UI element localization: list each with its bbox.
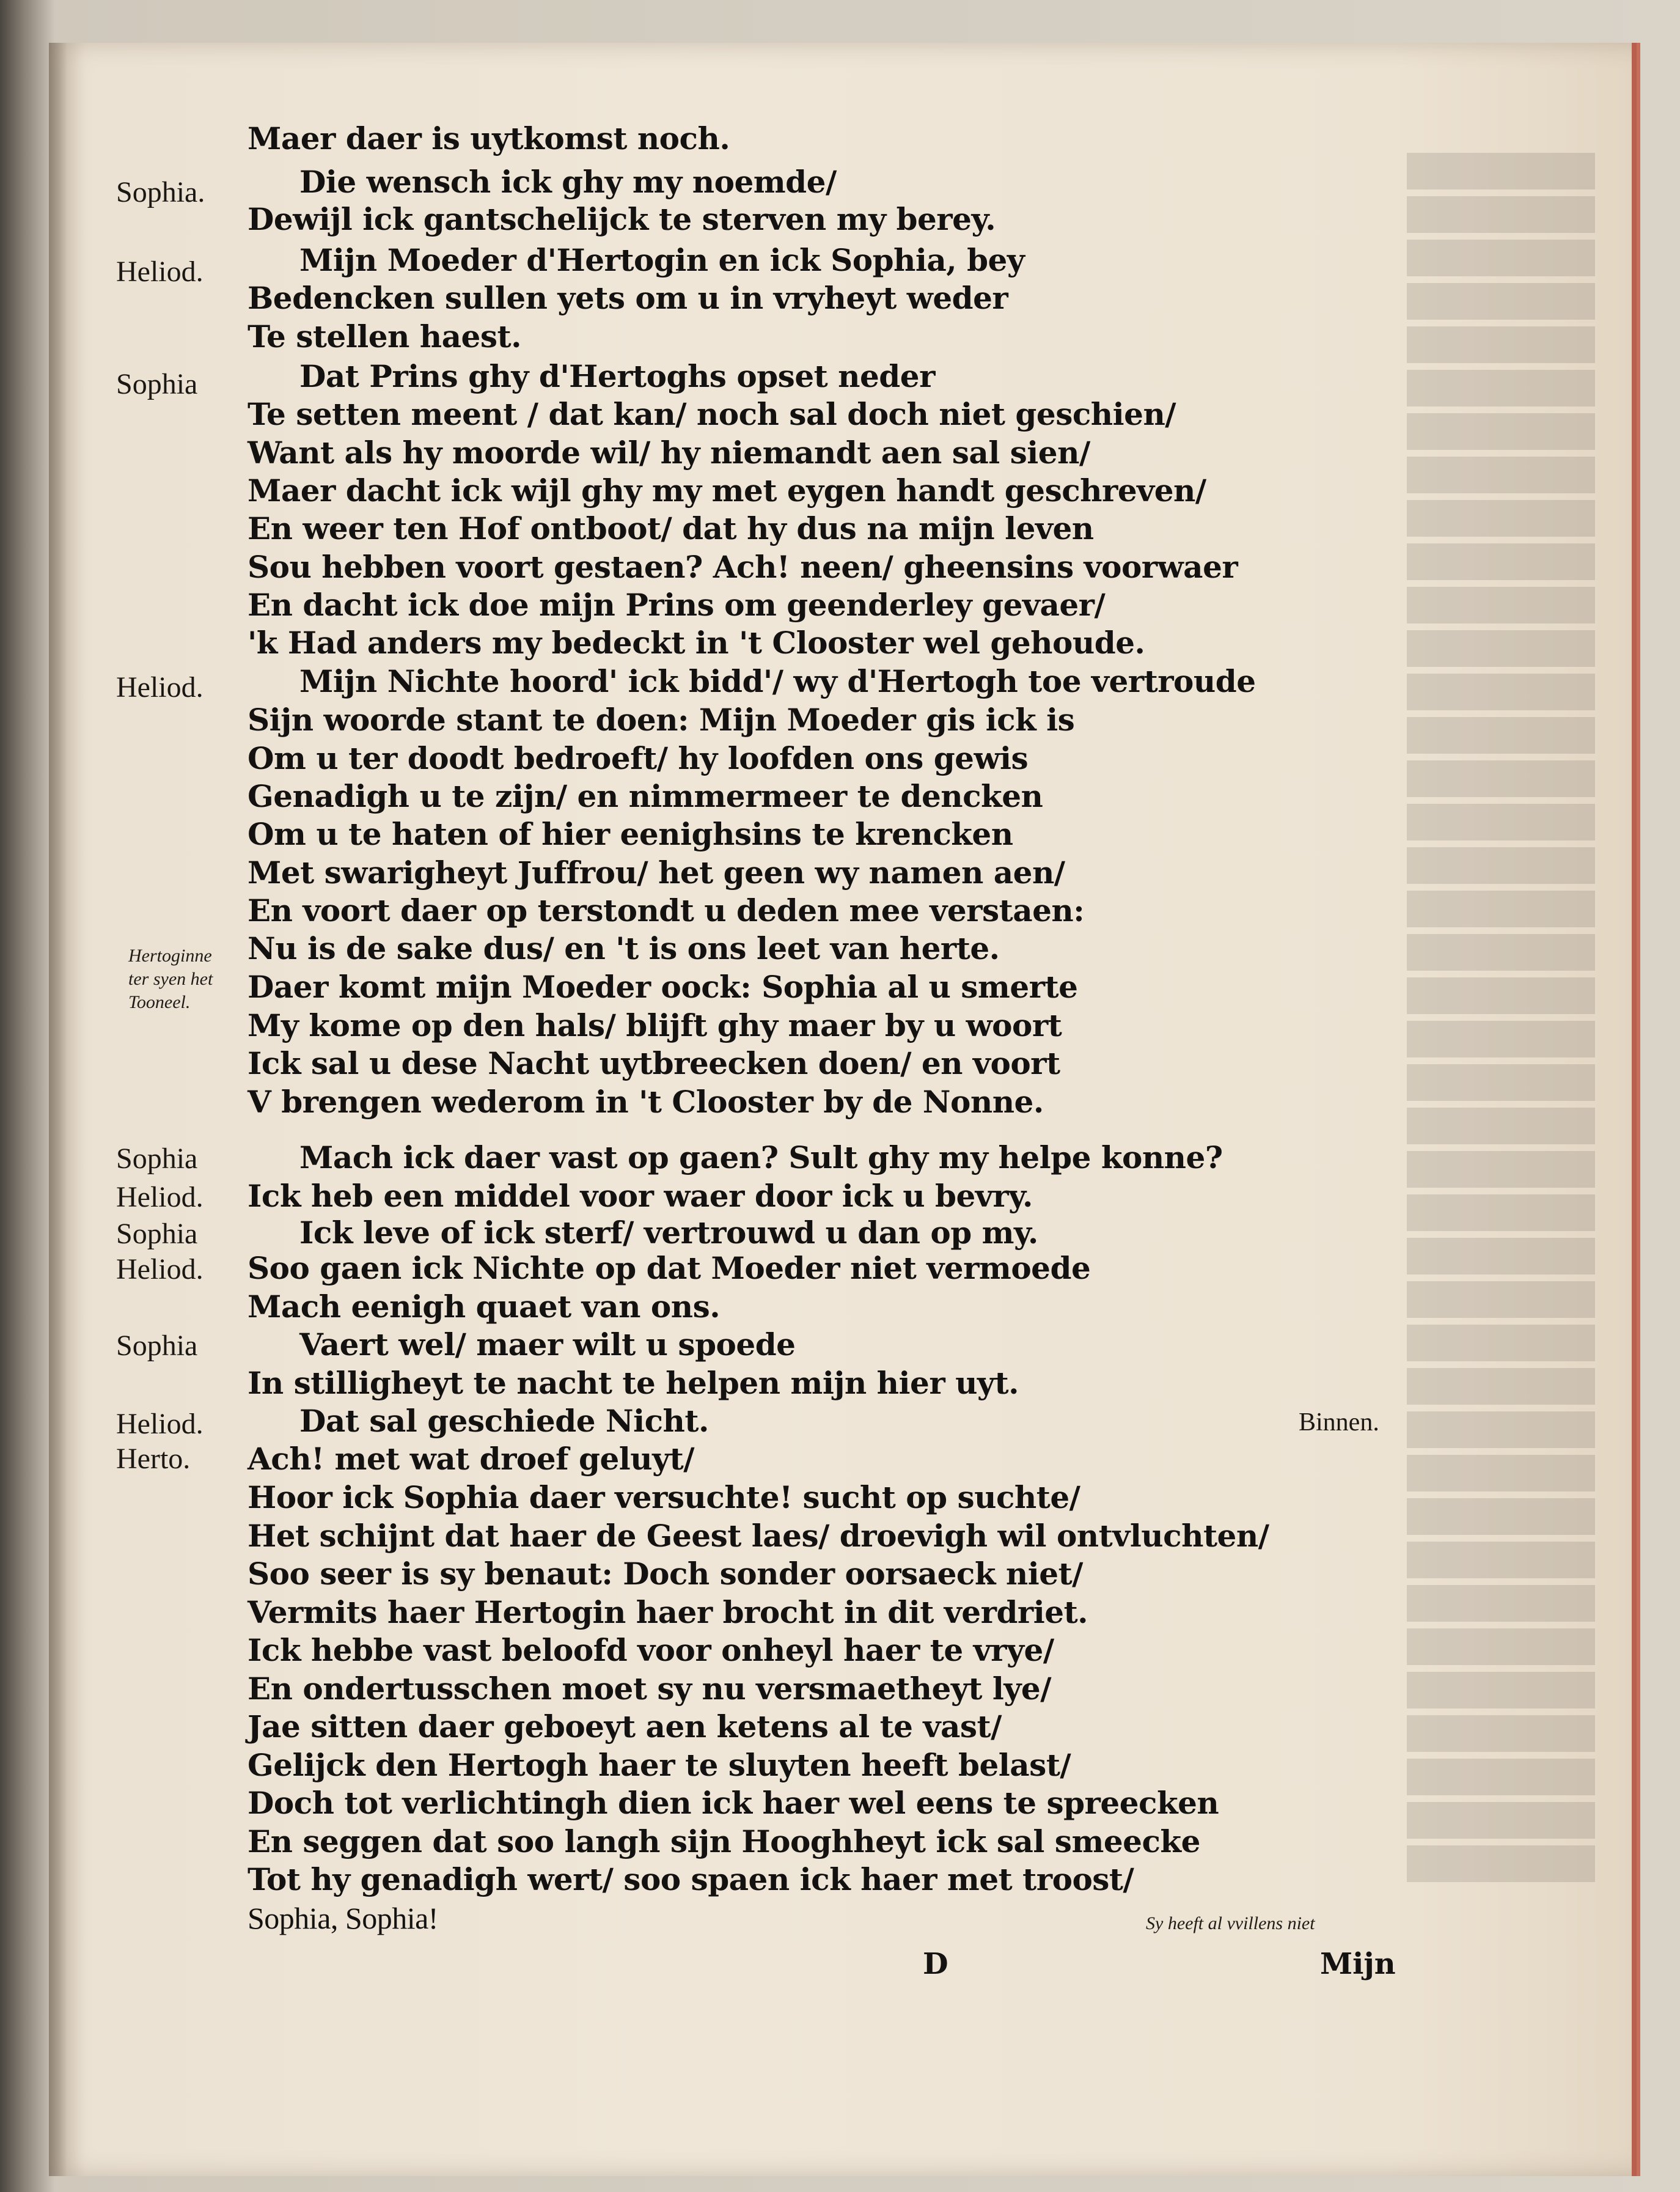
verse-line: V brengen wederom in 't Clooster by de Nonne. [248,1084,1044,1120]
verse-line: Mijn Nichte hoord' ick bidd'/ wy d'Hertogh toe vertroude [299,663,1256,699]
verse-line: Dat Prins ghy d'Hertoghs opset neder [299,358,935,394]
verse-line: Ick leve of ick sterf/ vertrouwd u dan op my. [299,1215,1038,1251]
verse-line: Gelijck den Hertogh haer te sluyten heeft belast/ [248,1747,1071,1783]
verse-line: Hoor ick Sophia daer versuchte! sucht op suchte/ [248,1479,1080,1515]
verse-line: Met swarigheyt Juffrou/ het geen wy namen aen/ [248,855,1065,891]
verse-line: Mach ick daer vast op gaen? Sult ghy my helpe konne? [299,1139,1223,1175]
speaker-label: Sophia [116,1330,198,1362]
verse-line: Sou hebben voort gestaen? Ach! neen/ gheensins voorwaer [248,549,1238,585]
verse-line: En seggen dat soo langh sijn Hooghheyt ick sal smeecke [248,1823,1200,1859]
verse-line: Te setten meent / dat kan/ noch sal doch niet geschien/ [248,396,1176,432]
verse-line: My kome op den hals/ blijft ghy maer by u woort [248,1007,1062,1043]
verse-line: Tot hy genadigh wert/ soo spaen ick haer met troost/ [248,1861,1134,1897]
verse-line: Soo seer is sy benaut: Doch sonder oorsaeck niet/ [248,1556,1083,1592]
verse-line: Vermits haer Hertogin haer brocht in dit verdriet. [248,1594,1088,1630]
speaker-label: Heliod. [116,1253,204,1285]
verse-line: Die wensch ick ghy my noemde/ [299,164,837,200]
verse-line: Daer komt mijn Moeder oock: Sophia al u smerte [248,969,1078,1005]
verse-line: Mijn Moeder d'Hertogin en ick Sophia, bey [299,242,1025,278]
verse-line: Dat sal geschiede Nicht. [299,1403,709,1439]
verse-line: In stilligheyt te nacht te helpen mijn hier uyt. [248,1365,1019,1401]
verse-line: Sijn woorde stant te doen: Mijn Moeder gis ick is [248,702,1075,738]
stage-note: Hertoginne ter syen het Tooneel. [128,946,213,1012]
speaker-label: Sophia. [116,176,205,208]
verse-line: Maer dacht ick wijl ghy my met eygen handt geschreven/ [248,473,1206,509]
verse-line: Sophia, Sophia! [248,1901,438,1935]
speaker-label: Sophia [116,368,198,400]
verse-line: Mach eenigh quaet van ons. [248,1289,721,1325]
verse-line: Genadigh u te zijn/ en nimmermeer te dencken [248,778,1043,814]
stage-direction-note: Sy heeft al vvillens niet [1146,1913,1315,1933]
verse-line: Jae sitten daer geboeyt aen ketens al te vast/ [248,1708,1002,1745]
verse-line: En voort daer op terstondt u deden mee verstaen: [248,892,1085,929]
verse-line: En weer ten Hof ontboot/ dat hy dus na mijn leven [248,510,1094,546]
verse-line: Ick hebbe vast beloofd voor onheyl haer te vrye/ [248,1632,1054,1668]
speaker-label: Heliod. [116,1181,204,1213]
verse-line: Om u te haten of hier eenighsins te krencken [248,816,1013,852]
speaker-label: Heliod. [116,1408,204,1440]
speaker-label: Heliod. [116,671,204,704]
verse-line: Nu is de sake dus/ en 't is ons leet van herte. [248,930,1000,966]
verse-line: Te stellen haest. [248,318,522,355]
exit-note: Binnen. [1299,1408,1379,1436]
verse-line: Vaert wel/ maer wilt u spoede [299,1326,796,1363]
verse-line: Het schijnt dat haer de Geest laes/ droevigh wil ontvluchten/ [248,1518,1269,1554]
verse-line: En dacht ick doe mijn Prins om geenderley gevaer/ [248,587,1106,623]
speaker-label: Sophia [116,1142,198,1175]
verse-line: Soo gaen ick Nichte op dat Moeder niet vermoede [248,1250,1091,1286]
verse-line: Maer daer is uytkomst noch. [248,120,730,156]
verse-line: Want als hy moorde wil/ hy niemandt aen sal sien/ [248,435,1090,471]
verse-line: En ondertusschen moet sy nu versmaetheyt lye/ [248,1671,1051,1707]
verse-line: Om u ter doodt bedroeft/ hy loofden ons gewis [248,740,1029,776]
speaker-label: Herto. [116,1443,191,1475]
verse-line: 'k Had anders my bedeckt in 't Clooster wel gehoude. [248,625,1145,661]
speaker-label: Heliod. [116,256,204,288]
verse-line: Dewijl ick gantschelijck te sterven my berey. [248,201,996,237]
catchword: Mijn [1320,1947,1396,1981]
verse-line: Doch tot verlichtingh dien ick haer wel eens te spreecken [248,1785,1219,1821]
speaker-label: Sophia [116,1218,198,1250]
verse-line: Bedencken sullen yets om u in vryheyt weder [248,280,1008,316]
signature-mark: D [923,1947,948,1981]
verse-line: Ick heb een middel voor waer door ick u bevry. [248,1178,1033,1214]
verse-line: Ach! met wat droef geluyt/ [248,1441,695,1477]
verse-line: Ick sal u dese Nacht uytbreecken doen/ en voort [248,1045,1060,1081]
